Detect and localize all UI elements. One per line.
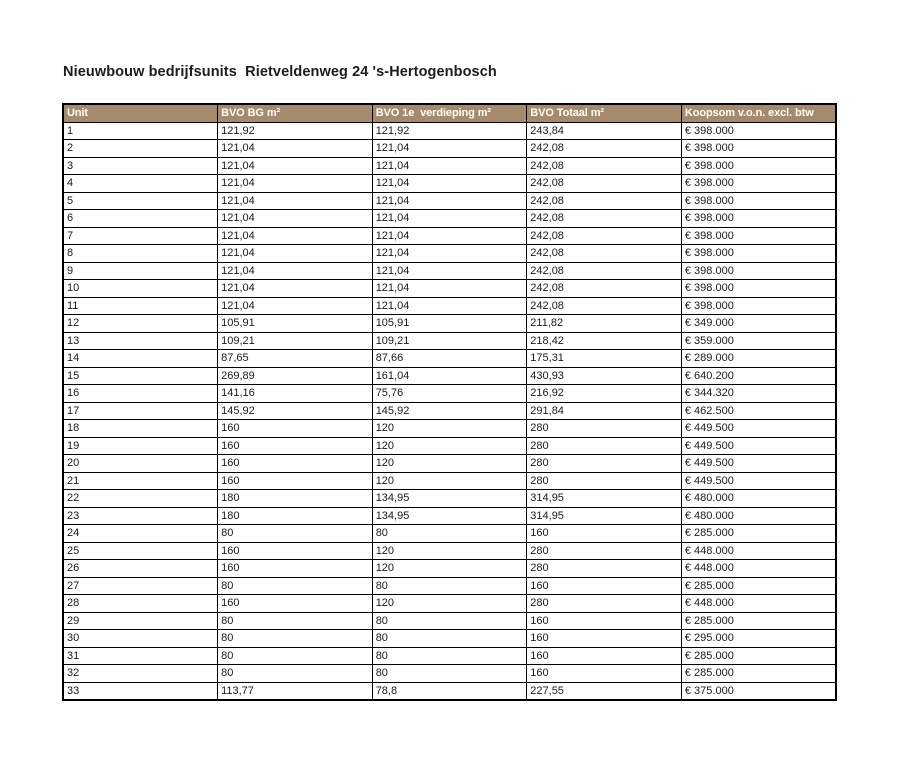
table-row [63,420,836,438]
cell-bvo-bg: 80 [218,577,373,595]
cell-bvo-1e-verdieping: 120 [372,560,527,578]
cell-bvo-bg: 121,92 [218,122,373,140]
cell-bvo-totaal: 430,93 [527,367,682,385]
cell-koopsom: € 398.000 [681,297,836,315]
cell-bvo-totaal: 280 [527,595,682,613]
cell-bvo-totaal: 160 [527,647,682,665]
cell-bvo-totaal: 160 [527,630,682,648]
cell-koopsom: € 285.000 [681,577,836,595]
cell-bvo-bg: 80 [218,525,373,543]
table-row [63,542,836,560]
cell-unit: 5 [63,192,218,210]
cell-bvo-1e-verdieping: 121,04 [372,262,527,280]
cell-bvo-bg: 121,04 [218,192,373,210]
cell-bvo-1e-verdieping: 161,04 [372,367,527,385]
cell-bvo-1e-verdieping: 120 [372,472,527,490]
cell-koopsom: € 449.500 [681,437,836,455]
cell-bvo-totaal: 175,31 [527,350,682,368]
table-row [63,367,836,385]
table-row [63,437,836,455]
cell-koopsom: € 448.000 [681,595,836,613]
table-row [63,315,836,333]
cell-bvo-bg: 121,04 [218,245,373,263]
cell-koopsom: € 398.000 [681,175,836,193]
cell-bvo-totaal: 242,08 [527,280,682,298]
cell-bvo-totaal: 280 [527,455,682,473]
cell-bvo-bg: 180 [218,507,373,525]
cell-bvo-1e-verdieping: 121,04 [372,175,527,193]
cell-bvo-bg: 269,89 [218,367,373,385]
table-row [63,455,836,473]
table-row [63,682,836,700]
table-row [63,192,836,210]
cell-bvo-bg: 121,04 [218,262,373,280]
cell-bvo-1e-verdieping: 145,92 [372,402,527,420]
cell-bvo-1e-verdieping: 121,04 [372,245,527,263]
cell-bvo-1e-verdieping: 109,21 [372,332,527,350]
cell-bvo-1e-verdieping: 80 [372,647,527,665]
table-row [63,227,836,245]
cell-unit: 11 [63,297,218,315]
table-row [63,665,836,683]
cell-bvo-totaal: 242,08 [527,140,682,158]
cell-bvo-1e-verdieping: 121,04 [372,157,527,175]
cell-bvo-bg: 141,16 [218,385,373,403]
cell-bvo-bg: 145,92 [218,402,373,420]
cell-bvo-bg: 160 [218,542,373,560]
cell-bvo-1e-verdieping: 121,04 [372,210,527,228]
table-row [63,577,836,595]
cell-unit: 30 [63,630,218,648]
table-row [63,630,836,648]
table-row [63,612,836,630]
cell-unit: 15 [63,367,218,385]
cell-unit: 14 [63,350,218,368]
cell-bvo-1e-verdieping: 80 [372,612,527,630]
cell-unit: 18 [63,420,218,438]
cell-bvo-1e-verdieping: 120 [372,595,527,613]
column-header-bvo-bg: BVO BG m² [218,104,373,122]
cell-bvo-1e-verdieping: 120 [372,420,527,438]
cell-unit: 16 [63,385,218,403]
cell-bvo-totaal: 280 [527,437,682,455]
cell-koopsom: € 295.000 [681,630,836,648]
cell-koopsom: € 398.000 [681,122,836,140]
cell-koopsom: € 398.000 [681,262,836,280]
cell-bvo-1e-verdieping: 80 [372,525,527,543]
cell-unit: 32 [63,665,218,683]
table-row [63,647,836,665]
cell-unit: 21 [63,472,218,490]
cell-bvo-bg: 180 [218,490,373,508]
table-row [63,490,836,508]
cell-bvo-1e-verdieping: 121,92 [372,122,527,140]
table-row [63,297,836,315]
cell-unit: 28 [63,595,218,613]
cell-unit: 19 [63,437,218,455]
cell-koopsom: € 375.000 [681,682,836,700]
cell-bvo-1e-verdieping: 121,04 [372,297,527,315]
cell-bvo-bg: 160 [218,472,373,490]
column-header-bvo-1e-verdieping: BVO 1e verdieping m² [372,104,527,122]
cell-unit: 12 [63,315,218,333]
cell-bvo-bg: 121,04 [218,210,373,228]
cell-koopsom: € 285.000 [681,665,836,683]
cell-bvo-1e-verdieping: 121,04 [372,140,527,158]
cell-unit: 4 [63,175,218,193]
cell-unit: 9 [63,262,218,280]
cell-unit: 22 [63,490,218,508]
cell-bvo-totaal: 314,95 [527,507,682,525]
cell-unit: 25 [63,542,218,560]
cell-unit: 8 [63,245,218,263]
table-row [63,472,836,490]
cell-bvo-1e-verdieping: 121,04 [372,192,527,210]
table-row [63,210,836,228]
cell-unit: 13 [63,332,218,350]
cell-bvo-1e-verdieping: 75,76 [372,385,527,403]
cell-bvo-1e-verdieping: 120 [372,542,527,560]
cell-koopsom: € 285.000 [681,525,836,543]
cell-unit: 24 [63,525,218,543]
cell-koopsom: € 640.200 [681,367,836,385]
cell-koopsom: € 285.000 [681,612,836,630]
cell-bvo-bg: 121,04 [218,227,373,245]
table-row [63,560,836,578]
table-row [63,140,836,158]
table-row [63,122,836,140]
table-row [63,175,836,193]
cell-bvo-1e-verdieping: 121,04 [372,227,527,245]
cell-bvo-1e-verdieping: 121,04 [372,280,527,298]
cell-bvo-totaal: 242,08 [527,245,682,263]
cell-bvo-bg: 121,04 [218,280,373,298]
cell-koopsom: € 398.000 [681,210,836,228]
cell-koopsom: € 398.000 [681,245,836,263]
cell-koopsom: € 449.500 [681,420,836,438]
cell-bvo-1e-verdieping: 120 [372,437,527,455]
cell-koopsom: € 398.000 [681,280,836,298]
table-row [63,332,836,350]
cell-koopsom: € 448.000 [681,560,836,578]
cell-bvo-bg: 121,04 [218,297,373,315]
cell-bvo-1e-verdieping: 134,95 [372,490,527,508]
table-row [63,280,836,298]
cell-bvo-totaal: 314,95 [527,490,682,508]
cell-unit: 26 [63,560,218,578]
cell-bvo-totaal: 211,82 [527,315,682,333]
cell-bvo-bg: 109,21 [218,332,373,350]
cell-unit: 23 [63,507,218,525]
cell-koopsom: € 359.000 [681,332,836,350]
cell-bvo-bg: 80 [218,630,373,648]
cell-unit: 27 [63,577,218,595]
cell-koopsom: € 462.500 [681,402,836,420]
cell-unit: 29 [63,612,218,630]
cell-bvo-bg: 80 [218,665,373,683]
cell-bvo-totaal: 243,84 [527,122,682,140]
cell-bvo-totaal: 280 [527,542,682,560]
cell-bvo-bg: 160 [218,437,373,455]
cell-bvo-totaal: 242,08 [527,157,682,175]
cell-bvo-bg: 160 [218,455,373,473]
table-row [63,350,836,368]
cell-bvo-totaal: 280 [527,420,682,438]
cell-koopsom: € 285.000 [681,647,836,665]
cell-bvo-totaal: 160 [527,612,682,630]
table-row [63,525,836,543]
cell-bvo-totaal: 216,92 [527,385,682,403]
table-row [63,262,836,280]
cell-bvo-bg: 121,04 [218,140,373,158]
cell-koopsom: € 398.000 [681,140,836,158]
cell-bvo-bg: 80 [218,612,373,630]
cell-unit: 33 [63,682,218,700]
cell-bvo-totaal: 242,08 [527,175,682,193]
units-price-table [62,103,837,701]
cell-koopsom: € 398.000 [681,227,836,245]
cell-bvo-bg: 87,65 [218,350,373,368]
cell-koopsom: € 448.000 [681,542,836,560]
cell-bvo-totaal: 160 [527,525,682,543]
cell-bvo-totaal: 280 [527,560,682,578]
cell-bvo-1e-verdieping: 80 [372,577,527,595]
column-header-unit: Unit [63,104,218,122]
table-row [63,385,836,403]
table-row [63,595,836,613]
cell-bvo-totaal: 242,08 [527,262,682,280]
cell-koopsom: € 449.500 [681,472,836,490]
cell-koopsom: € 480.000 [681,507,836,525]
cell-bvo-1e-verdieping: 134,95 [372,507,527,525]
cell-bvo-totaal: 218,42 [527,332,682,350]
table-row [63,245,836,263]
cell-bvo-totaal: 242,08 [527,227,682,245]
cell-unit: 1 [63,122,218,140]
cell-bvo-bg: 160 [218,560,373,578]
cell-bvo-1e-verdieping: 87,66 [372,350,527,368]
cell-bvo-bg: 160 [218,595,373,613]
cell-unit: 2 [63,140,218,158]
cell-unit: 20 [63,455,218,473]
cell-bvo-1e-verdieping: 80 [372,665,527,683]
cell-koopsom: € 398.000 [681,157,836,175]
cell-bvo-totaal: 242,08 [527,297,682,315]
cell-bvo-1e-verdieping: 120 [372,455,527,473]
cell-bvo-totaal: 160 [527,665,682,683]
cell-bvo-1e-verdieping: 105,91 [372,315,527,333]
column-header-koopsom: Koopsom v.o.n. excl. btw [681,104,836,122]
cell-koopsom: € 289.000 [681,350,836,368]
table-row [63,157,836,175]
cell-unit: 31 [63,647,218,665]
cell-bvo-bg: 121,04 [218,175,373,193]
cell-bvo-bg: 105,91 [218,315,373,333]
table-row [63,402,836,420]
cell-bvo-totaal: 291,84 [527,402,682,420]
page-title: Nieuwbouw bedrijfsunits Rietveldenweg 24 's-Hertogenbosch [63,64,497,80]
cell-bvo-bg: 80 [218,647,373,665]
cell-bvo-1e-verdieping: 80 [372,630,527,648]
cell-bvo-totaal: 242,08 [527,210,682,228]
cell-koopsom: € 449.500 [681,455,836,473]
cell-unit: 10 [63,280,218,298]
cell-koopsom: € 349.000 [681,315,836,333]
cell-koopsom: € 480.000 [681,490,836,508]
cell-bvo-totaal: 280 [527,472,682,490]
table-row [63,507,836,525]
cell-bvo-totaal: 160 [527,577,682,595]
cell-bvo-1e-verdieping: 78,8 [372,682,527,700]
cell-koopsom: € 398.000 [681,192,836,210]
cell-bvo-bg: 160 [218,420,373,438]
cell-unit: 7 [63,227,218,245]
cell-bvo-totaal: 227,55 [527,682,682,700]
cell-koopsom: € 344.320 [681,385,836,403]
cell-bvo-bg: 121,04 [218,157,373,175]
cell-bvo-totaal: 242,08 [527,192,682,210]
cell-bvo-bg: 113,77 [218,682,373,700]
cell-unit: 6 [63,210,218,228]
column-header-bvo-totaal: BVO Totaal m² [527,104,682,122]
cell-unit: 17 [63,402,218,420]
table-header-row [63,104,836,122]
cell-unit: 3 [63,157,218,175]
